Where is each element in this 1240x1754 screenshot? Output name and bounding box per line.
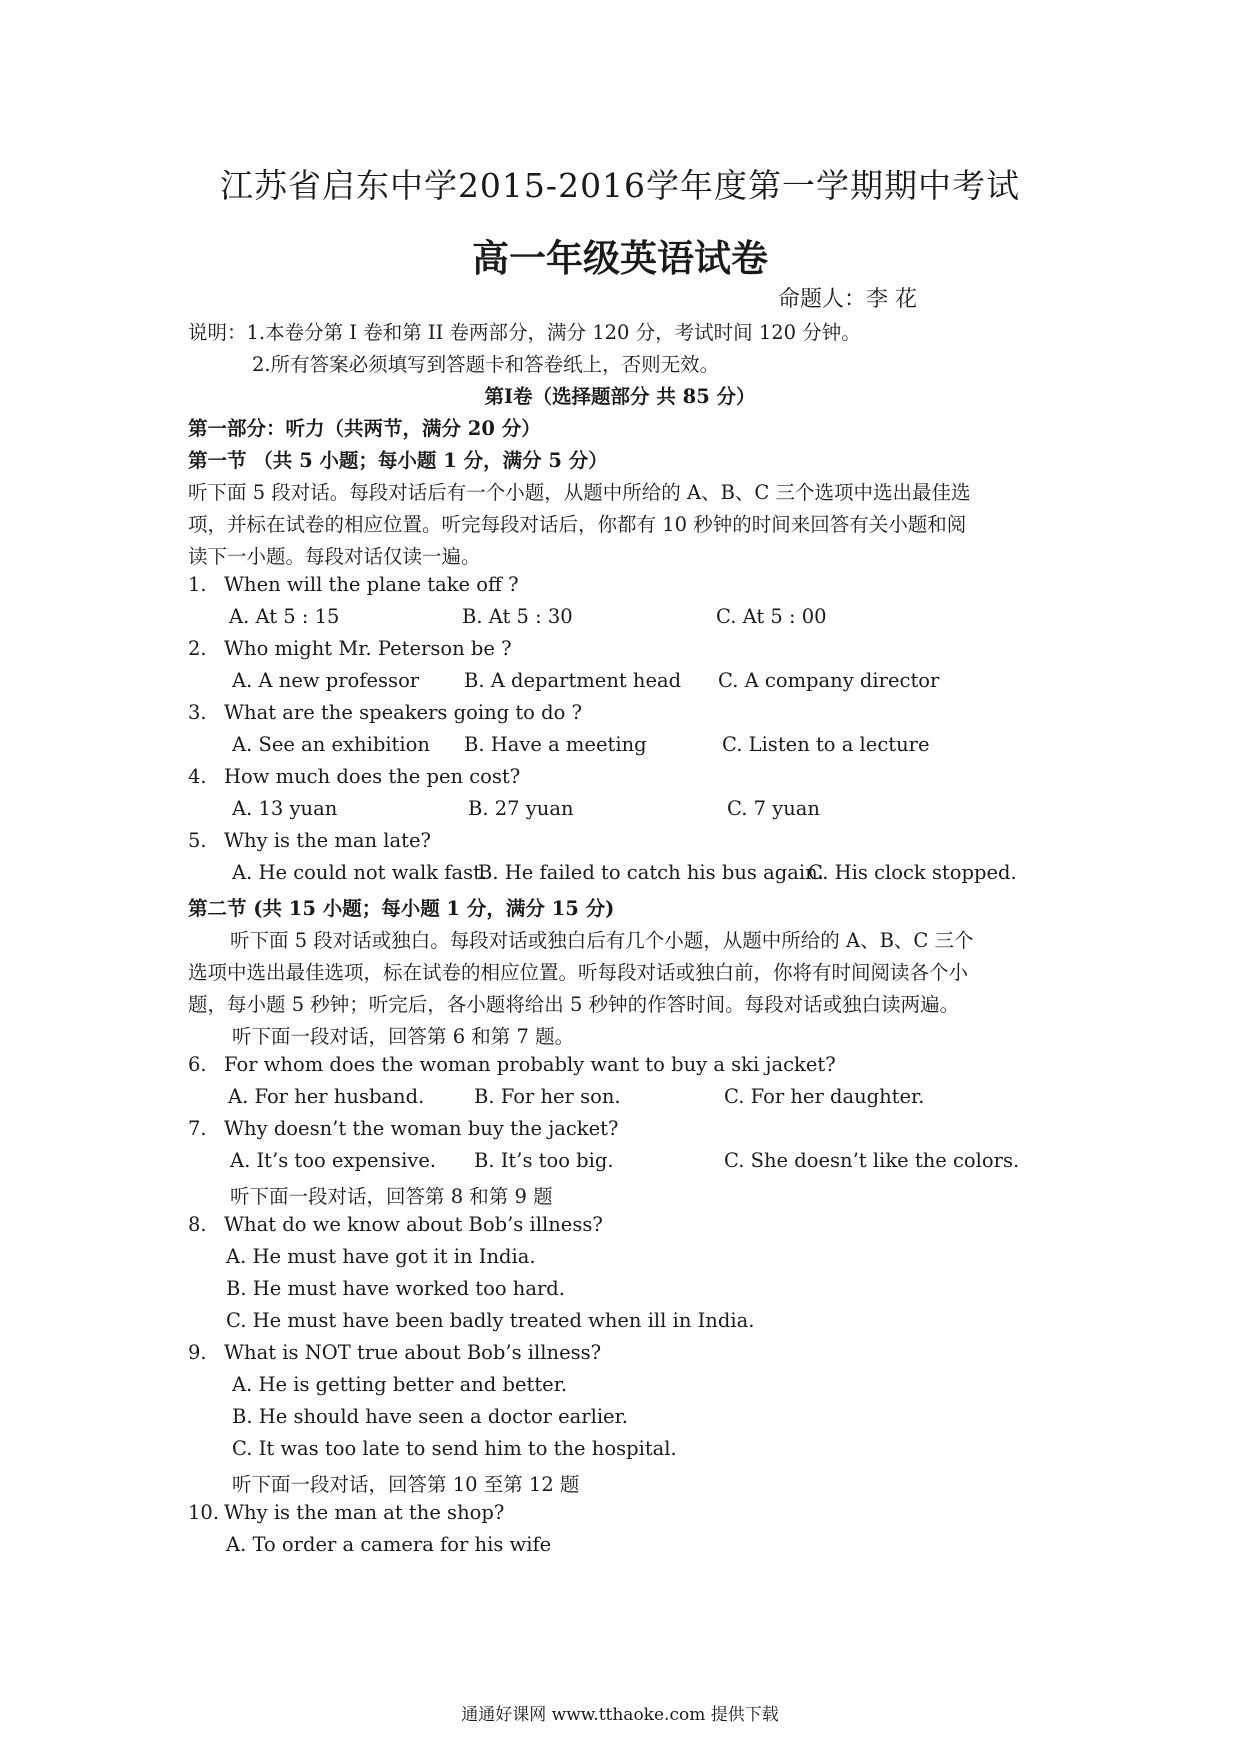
question-number: 9. <box>188 1341 207 1364</box>
option-c: C. Listen to a lecture <box>722 733 930 756</box>
dialogue-cue: 听下面一段对话，回答第 8 和第 9 题 <box>230 1185 553 1208</box>
section1-heading: 第一节 （共 5 小题；每小题 1 分，满分 5 分） <box>188 449 608 472</box>
question-number: 10. <box>188 1501 220 1524</box>
option-a: A. He must have got it in India. <box>226 1245 536 1268</box>
question-number: 6. <box>188 1053 207 1076</box>
option-a: A. He could not walk fast. <box>232 861 488 884</box>
option-b: B. A department head <box>464 669 682 692</box>
section1-intro-line-2: 项，并标在试卷的相应位置。听完每段对话后，你都有 10 秒钟的时间来回答有关小题和阅 <box>188 513 967 536</box>
question-number: 8. <box>188 1213 207 1236</box>
option-a: A. It’s too expensive. <box>230 1149 437 1172</box>
question-text: Why is the man at the shop? <box>224 1501 505 1524</box>
option-b: B. He failed to catch his bus again. <box>478 861 824 884</box>
section2-heading: 第二节 (共 15 小题；每小题 1 分，满分 15 分) <box>188 897 615 920</box>
option-b: B. Have a meeting <box>464 733 647 756</box>
option-a: A. 13 yuan <box>232 797 338 820</box>
option-c: C. A company director <box>718 669 940 692</box>
exam-subtitle: 高一年级英语试卷 <box>472 237 768 280</box>
question-text: Why is the man late? <box>224 829 431 852</box>
option-a: A. At 5 : 15 <box>229 605 340 628</box>
section-heading: 第Ⅰ卷（选择题部分 共 85 分） <box>484 385 756 408</box>
option-c: C. At 5 : 00 <box>716 605 827 628</box>
section1-intro-line-3: 读下一小题。每段对话仅读一遍。 <box>188 545 481 568</box>
option-a: A. He is getting better and better. <box>232 1373 568 1396</box>
dialogue-cue: 听下面一段对话，回答第 6 和第 7 题。 <box>232 1025 575 1048</box>
author-line: 命题人：李 花 <box>778 287 917 312</box>
part1-heading: 第一部分：听力（共两节，满分 20 分） <box>188 417 541 440</box>
question-text: Why doesn’t the woman buy the jacket? <box>224 1117 619 1140</box>
section2-intro-line-3: 题，每小题 5 秒钟；听完后，各小题将给出 5 秒钟的作答时间。每段对话或独白读两遍。 <box>188 993 960 1016</box>
dialogue-cue: 听下面一段对话，回答第 10 至第 12 题 <box>232 1473 580 1496</box>
option-b: B. It’s too big. <box>474 1149 614 1172</box>
question-number: 5. <box>188 829 207 852</box>
page-footer: 通通好课网 www.tthaoke.com 提供下载 <box>461 1705 779 1725</box>
section2-intro-line-2: 选项中选出最佳选项，标在试卷的相应位置。听每段对话或独白前，你将有时间阅读各个小 <box>188 961 969 984</box>
question-text: Who might Mr. Peterson be ? <box>224 637 512 660</box>
question-text: How much does the pen cost? <box>224 765 521 788</box>
option-a: A. A new professor <box>232 669 420 692</box>
option-c: C. It was too late to send him to the hospital. <box>232 1437 677 1460</box>
option-c: C. For her daughter. <box>724 1085 925 1108</box>
option-c: C. 7 yuan <box>727 797 820 820</box>
option-b: B. He should have seen a doctor earlier. <box>232 1405 628 1428</box>
section2-intro-line-1: 听下面 5 段对话或独白。每段对话或独白后有几个小题，从题中所给的 A、B、C 三个 <box>230 929 974 952</box>
question-text: What are the speakers going to do ? <box>224 701 582 724</box>
option-b: B. For her son. <box>474 1085 621 1108</box>
option-a: A. See an exhibition <box>232 733 430 756</box>
question-number: 7. <box>188 1117 207 1140</box>
section1-intro-line-1: 听下面 5 段对话。每段对话后有一个小题，从题中所给的 A、B、C 三个选项中选出最佳选 <box>188 481 971 504</box>
question-number: 1. <box>188 573 207 596</box>
exam-title: 江苏省启东中学2015-2016学年度第一学期期中考试 <box>219 166 1021 205</box>
question-number: 4. <box>188 765 207 788</box>
question-text: When will the plane take off ? <box>224 573 519 596</box>
option-c: C. She doesn’t like the colors. <box>724 1149 1020 1172</box>
question-text: What is NOT true about Bob’s illness? <box>224 1341 602 1364</box>
question-number: 2. <box>188 637 207 660</box>
instruction-line-2: 2.所有答案必须填写到答题卡和答卷纸上，否则无效。 <box>252 353 720 376</box>
option-b: B. 27 yuan <box>468 797 574 820</box>
option-b: B. At 5 : 30 <box>462 605 573 628</box>
option-c: C. His clock stopped. <box>808 861 1017 884</box>
option-a: A. To order a camera for his wife <box>226 1533 552 1556</box>
instruction-line-1: 说明：1.本卷分第 I 卷和第 II 卷两部分，满分 120 分，考试时间 120 分钟。 <box>188 321 861 344</box>
option-c: C. He must have been badly treated when ill in India. <box>226 1309 755 1332</box>
question-text: What do we know about Bob’s illness? <box>224 1213 603 1236</box>
option-a: A. For her husband. <box>228 1085 425 1108</box>
option-b: B. He must have worked too hard. <box>226 1277 565 1300</box>
question-text: For whom does the woman probably want to buy a ski jacket? <box>224 1053 836 1076</box>
question-number: 3. <box>188 701 207 724</box>
